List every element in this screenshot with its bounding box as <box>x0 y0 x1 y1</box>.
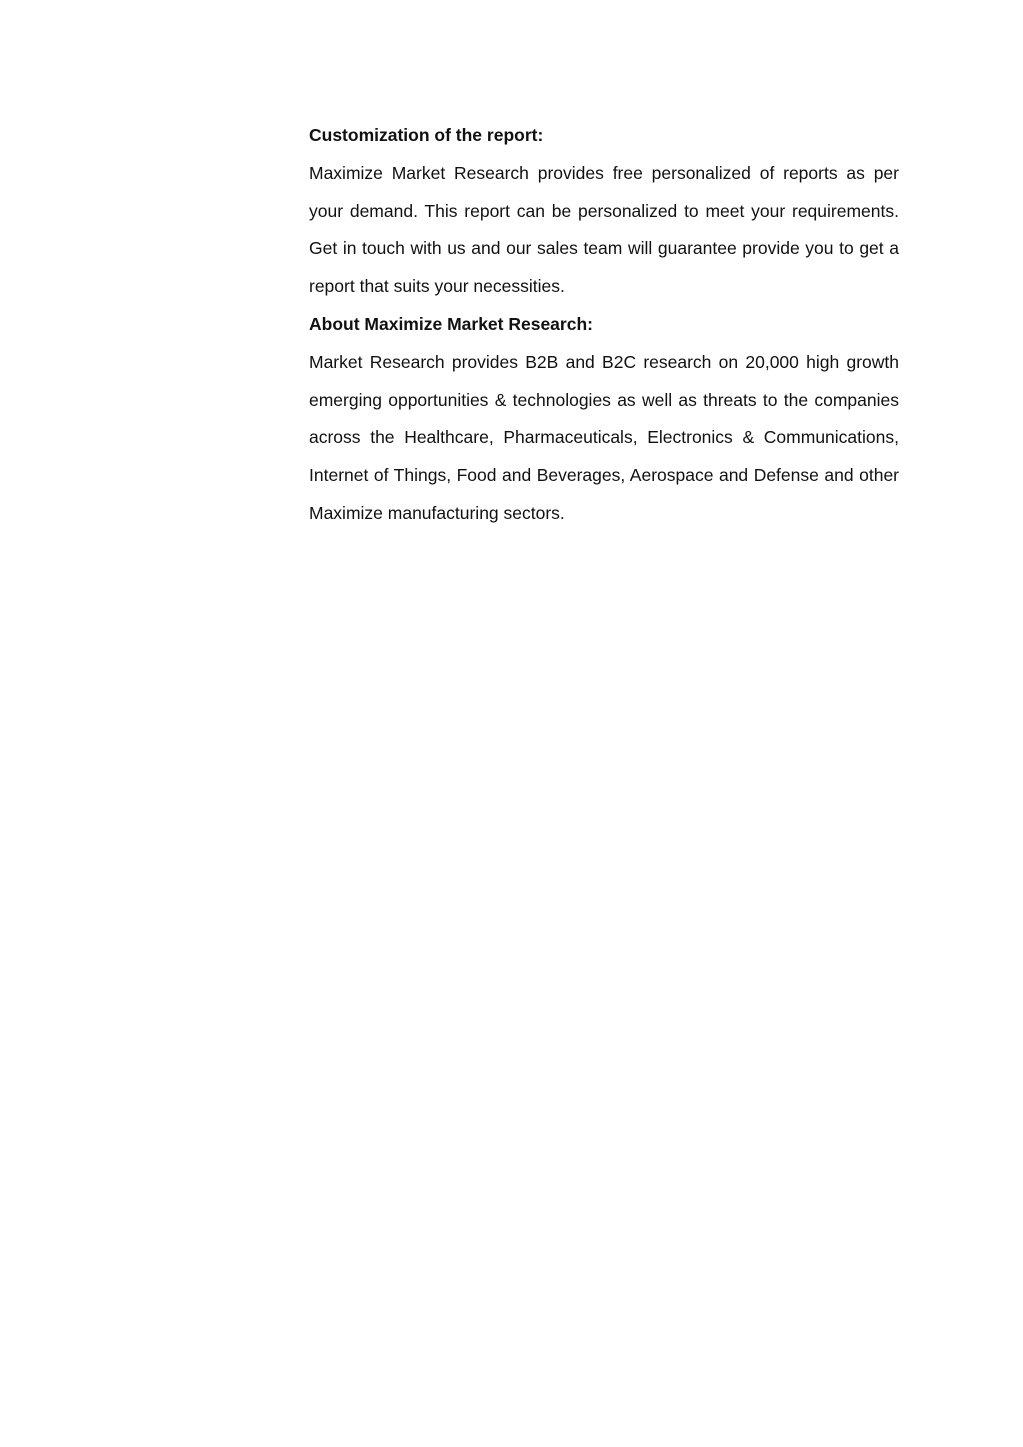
about-paragraph: Market Research provides B2B and B2C research on 20,000 high growth emerging opportunities & technologies as well as threats to the companies across the Healthcare, Pharmaceuticals, Electronics & Communications, Internet of Things, Food and Beverages, Aerospace and Defense and other Maximize manufacturing sectors. <box>309 351 899 523</box>
document-body <box>309 117 899 533</box>
customization-paragraph: Maximize Market Research provides free personalized of reports as per your demand. This report can be personalized to meet your requirements. Get in touch with us and our sales team will guarantee provide you to get a report that suits your necessities. <box>309 162 899 297</box>
about-heading: About Maximize Market Research: <box>309 313 593 334</box>
customization-heading: Customization of the report: <box>309 125 544 145</box>
